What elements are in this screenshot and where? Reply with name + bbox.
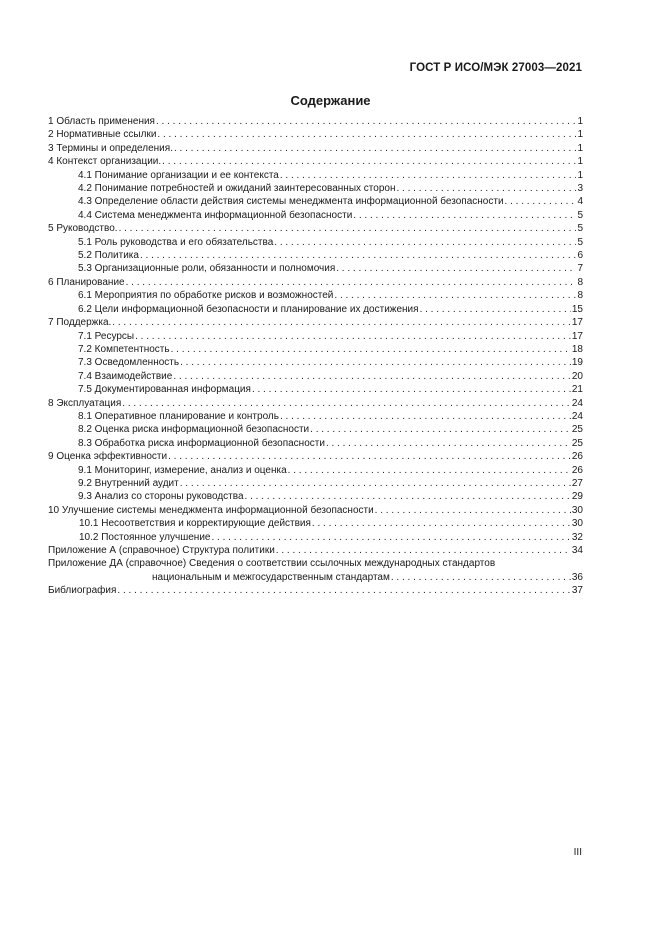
toc-entry-label: 7.3 Осведомленность (78, 357, 180, 369)
toc-leader-dots (117, 584, 570, 597)
toc-entry[interactable] (48, 142, 583, 155)
toc-leader-dots (171, 343, 571, 356)
toc-entry-label: 9.1 Мониторинг, измерение, анализ и оценка (78, 464, 287, 476)
toc-entry[interactable] (48, 557, 583, 584)
toc-entry[interactable] (48, 517, 583, 530)
toc-entry[interactable] (48, 115, 583, 128)
toc-leader-dots (274, 236, 576, 249)
toc-entry-label: 4 Контекст организации. (48, 156, 162, 168)
toc-entry-label: 10.1 Несоответствия и корректирующие действия (79, 518, 311, 530)
toc-leader-dots (245, 490, 571, 503)
toc-entry[interactable] (48, 169, 583, 182)
toc-entry[interactable] (48, 222, 583, 235)
toc-entry[interactable] (48, 182, 583, 195)
table-of-contents (48, 115, 583, 598)
toc-entry-page: 34 (571, 545, 583, 556)
toc-entry-page: 30 (571, 504, 583, 516)
toc-entry[interactable] (48, 330, 583, 343)
toc-entry-label: 7.2 Компетентность (78, 343, 170, 355)
toc-entry-label: 8 Эксплуатация (48, 397, 122, 409)
toc-leader-dots (326, 437, 571, 450)
toc-entry[interactable] (48, 195, 583, 208)
toc-entry-page: 30 (571, 518, 583, 530)
toc-leader-dots (162, 155, 576, 168)
toc-entry-label: 5 Руководство. (48, 223, 118, 235)
toc-entry-page: 6 (577, 250, 583, 262)
toc-entry-page: 29 (571, 491, 583, 503)
toc-leader-dots (157, 128, 576, 141)
toc-entry-page: 32 (571, 531, 583, 543)
toc-entry-label: 9.3 Анализ со стороны руководства (78, 491, 244, 503)
toc-entry[interactable] (48, 303, 583, 316)
toc-leader-dots (391, 571, 571, 584)
toc-leader-dots (122, 397, 571, 410)
toc-entry-label: 7.5 Документированная информация (78, 384, 251, 396)
toc-entry[interactable] (48, 370, 583, 383)
toc-entry-page: 20 (571, 370, 583, 382)
toc-entry-label: 9.2 Внутренний аудит (78, 477, 179, 489)
toc-entry-page: 25 (571, 424, 583, 436)
toc-entry-label: Приложение ДА (справочное) Сведения о соответствии ссылочных международных стандартов (48, 558, 496, 570)
toc-entry-page: 25 (571, 437, 583, 449)
toc-entry[interactable] (48, 236, 583, 249)
toc-entry[interactable] (48, 464, 583, 477)
toc-entry-page: 1 (577, 156, 583, 168)
toc-leader-dots (174, 142, 576, 155)
toc-entry[interactable] (48, 397, 583, 410)
toc-entry-page: 1 (577, 169, 583, 181)
toc-leader-dots (310, 423, 571, 436)
toc-entry-page: 19 (571, 357, 583, 369)
toc-entry[interactable] (48, 490, 583, 503)
toc-entry-label: 5.2 Политика (78, 250, 139, 262)
toc-leader-dots (420, 303, 571, 316)
toc-leader-dots (288, 464, 571, 477)
toc-entry[interactable] (48, 423, 583, 436)
toc-leader-dots (119, 222, 577, 235)
toc-entry-page: 7 (577, 263, 583, 275)
standard-header: ГОСТ Р ИСО/МЭК 27003—2021 (409, 62, 582, 74)
toc-leader-dots (334, 289, 576, 302)
toc-leader-dots (211, 531, 570, 544)
toc-entry[interactable] (48, 249, 583, 262)
toc-entry-label: 4.2 Понимание потребностей и ожиданий заинтересованных сторон (78, 183, 396, 195)
toc-entry-label: 8.2 Оценка риска информационной безопасности (78, 424, 310, 436)
toc-entry-page: 4 (577, 196, 583, 208)
toc-entry[interactable] (48, 544, 583, 557)
toc-leader-dots (312, 517, 571, 530)
toc-leader-dots (180, 356, 571, 369)
toc-entry-label: 7.4 Взаимодействие (78, 370, 173, 382)
toc-entry[interactable] (48, 383, 583, 396)
toc-entry-label: 7 Поддержка. (48, 317, 112, 329)
toc-entry-label: 2 Нормативные ссылки (48, 129, 157, 141)
toc-leader-dots (280, 169, 577, 182)
toc-leader-dots (396, 182, 576, 195)
toc-entry-label: 5.3 Организационные роли, обязанности и полномочия (78, 263, 336, 275)
toc-entry[interactable] (48, 128, 583, 141)
toc-entry-page: 1 (577, 142, 583, 154)
toc-entry-page: 8 (577, 290, 583, 302)
toc-entry-page: 24 (571, 397, 583, 409)
toc-entry-label: 5.1 Роль руководства и его обязательства (78, 236, 274, 248)
toc-entry[interactable] (48, 450, 583, 463)
toc-entry[interactable] (48, 289, 583, 302)
toc-entry-label: 7.1 Ресурсы (78, 330, 135, 342)
toc-entry-page: 1 (577, 129, 583, 141)
toc-entry[interactable] (48, 504, 583, 517)
toc-leader-dots (336, 262, 576, 275)
toc-leader-dots (168, 450, 571, 463)
toc-entry-page: 17 (571, 330, 583, 342)
toc-entry-label: Библиография (48, 585, 117, 597)
toc-entry-page: 27 (571, 477, 583, 489)
toc-leader-dots (180, 477, 571, 490)
toc-entry[interactable] (48, 155, 583, 168)
toc-entry-label-continued: национальным и межгосударственным стандартам (152, 571, 390, 583)
toc-entry-label: 4.4 Система менеджмента информационной безопасности (78, 209, 353, 221)
toc-leader-dots (140, 249, 576, 262)
toc-entry-page: 26 (571, 464, 583, 476)
toc-entry[interactable] (48, 356, 583, 369)
toc-leader-dots (280, 410, 571, 423)
toc-leader-dots (505, 195, 577, 208)
toc-entry-label: 4.1 Понимание организации и ее контекста (78, 169, 279, 181)
toc-entry-label: 3 Термины и определения. (48, 142, 173, 154)
toc-leader-dots (135, 330, 571, 343)
toc-leader-dots (252, 383, 571, 396)
toc-entry[interactable] (48, 209, 583, 222)
toc-leader-dots (156, 115, 576, 128)
toc-entry-page: 8 (577, 276, 583, 288)
toc-entry-page: 37 (571, 585, 583, 597)
toc-entry[interactable] (48, 410, 583, 423)
toc-leader-dots (353, 209, 576, 222)
toc-entry-page: 1 (577, 116, 583, 127)
toc-entry[interactable] (48, 316, 583, 329)
toc-leader-dots (126, 276, 577, 289)
toc-entry-page: 24 (571, 410, 583, 422)
toc-leader-dots (112, 316, 571, 329)
toc-entry[interactable] (48, 531, 583, 544)
toc-entry[interactable] (48, 477, 583, 490)
toc-entry-label: 6.1 Мероприятия по обработке рисков и возможностей (78, 290, 334, 302)
toc-entry[interactable] (48, 276, 583, 289)
toc-entry-label: 10 Улучшение системы менеджмента информационной безопасности (48, 504, 374, 516)
toc-entry-page: 26 (571, 451, 583, 463)
toc-entry-label: 4.3 Определение области действия системы менеджмента информационной безопасности (78, 196, 504, 208)
toc-entry-label: 9 Оценка эффективности (48, 451, 168, 463)
toc-leader-dots (276, 544, 571, 557)
toc-entry-page: 21 (571, 384, 583, 396)
toc-entry-page: 5 (577, 223, 583, 235)
toc-leader-dots (173, 370, 571, 383)
toc-title: Содержание (290, 93, 371, 108)
toc-entry-label: 8.3 Обработка риска информационной безопасности (78, 437, 325, 449)
toc-entry[interactable] (48, 584, 583, 597)
toc-entry-page: 5 (577, 209, 583, 221)
toc-entry-label: Приложение А (справочное) Структура политики (48, 545, 275, 556)
toc-entry-label: 6.2 Цели информационной безопасности и планирование их достижения (78, 303, 419, 315)
toc-entry-label: 6 Планирование (48, 276, 125, 288)
toc-leader-dots (375, 504, 571, 517)
toc-entry[interactable] (48, 343, 583, 356)
toc-entry-label: 10.2 Постоянное улучшение (79, 531, 211, 543)
toc-entry[interactable] (48, 437, 583, 450)
toc-entry-label: 1 Область применения (48, 116, 155, 127)
page-number: III (573, 847, 582, 858)
toc-entry-page: 5 (577, 236, 583, 248)
toc-entry-page: 18 (571, 343, 583, 355)
toc-entry-page: 15 (571, 303, 583, 315)
toc-entry-label: 8.1 Оперативное планирование и контроль (78, 410, 279, 422)
toc-entry[interactable] (48, 262, 583, 275)
toc-entry-page: 3 (577, 183, 583, 195)
toc-entry-page: 36 (571, 571, 583, 583)
toc-entry-page: 17 (571, 317, 583, 329)
